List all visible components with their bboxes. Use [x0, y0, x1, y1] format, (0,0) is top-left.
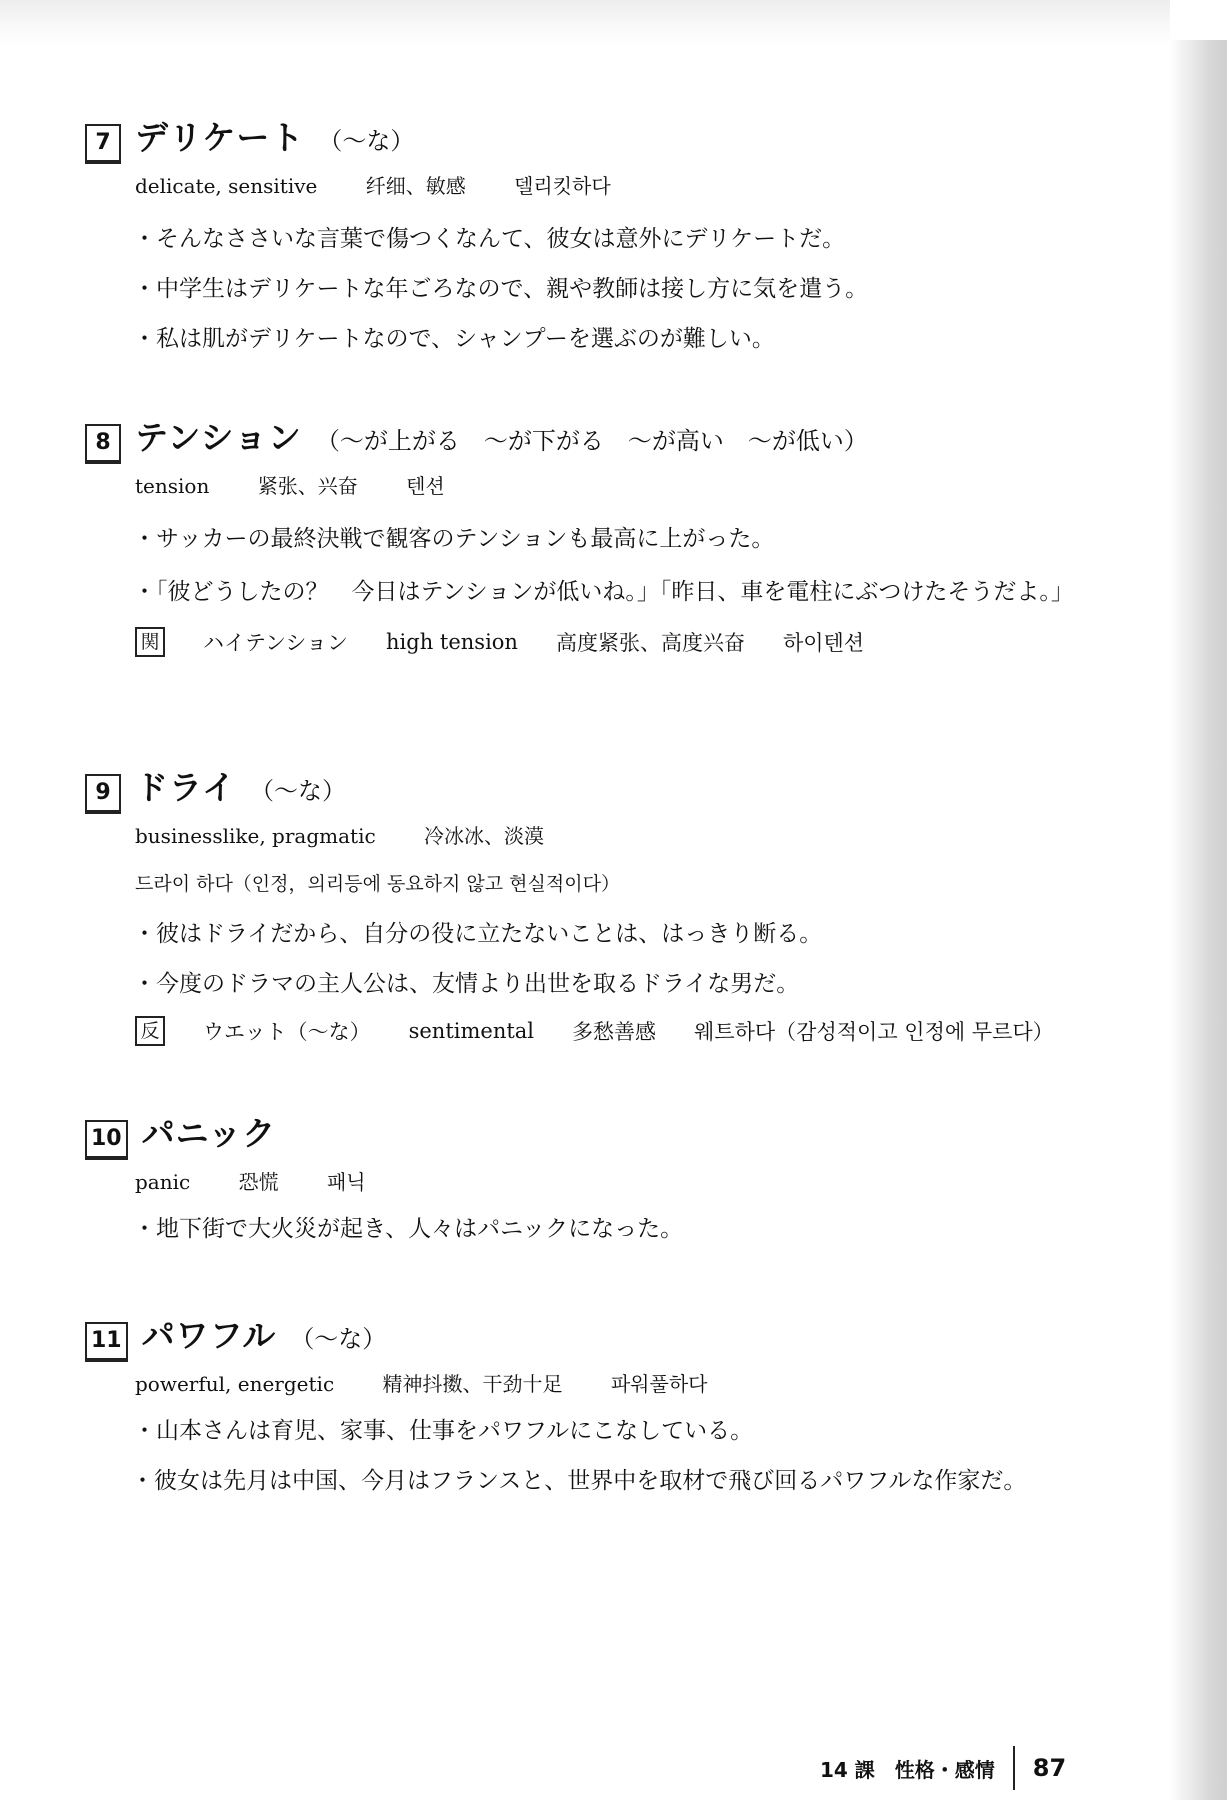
entry-number: 9 [85, 774, 121, 814]
entry-number: 11 [85, 1322, 128, 1362]
example-sentence: ・彼はドライだから、自分の役に立たないことは、はっきり断る。 [133, 921, 823, 947]
related-word [135, 1016, 1105, 1046]
entry-pattern: （～な） [290, 1325, 387, 1353]
related-en: sentimental [408, 1019, 535, 1043]
entry-heading [85, 412, 1105, 458]
entry-word: パワフル [141, 1316, 277, 1355]
chapter-label: 14 課 性格・感情 [820, 1757, 995, 1782]
translation-ko: 델리킷하다 [514, 174, 611, 198]
translation-en: panic [135, 1170, 191, 1194]
translations [135, 1368, 1105, 1397]
related-word [135, 627, 1105, 657]
translations [135, 1166, 1105, 1195]
page-edge-right [1169, 40, 1227, 1800]
translation-en: powerful, energetic [135, 1372, 335, 1396]
related-term: ウエット（～な） [203, 1020, 371, 1044]
example-sentence: ・山本さんは育児、家事、仕事をパワフルにこなしている。 [133, 1418, 754, 1444]
translations [135, 820, 1105, 849]
related-en: high tension [386, 630, 518, 654]
entry-pattern: （～な） [250, 777, 347, 805]
related-ko: 웨트하다（감성적이고 인정에 무르다） [694, 1020, 1054, 1044]
page-edge-top [0, 0, 1170, 46]
translation-zh: 纤细、敏感 [365, 174, 466, 198]
translation-zh: 恐慌 [238, 1170, 279, 1194]
entry-word: デリケート [135, 118, 305, 157]
translation-ko: 패닉 [326, 1170, 366, 1194]
related-term: ハイテンション [203, 631, 349, 655]
translation-en: businesslike, pragmatic [135, 824, 376, 848]
translation-ko: 드라이 하다（인정，의리등에 동요하지 않고 현실적이다） [135, 873, 620, 895]
entry-heading [85, 762, 1105, 808]
example-sentence: ・彼女は先月は中国、今月はフランスと、世界中を取材で飛び回るパワフルな作家だ。 [131, 1468, 1027, 1494]
related-ko: 하이텐션 [782, 631, 865, 655]
entry-8 [85, 412, 1105, 657]
translation-ko: 텐션 [406, 474, 445, 498]
entry-heading [85, 112, 1105, 158]
entry-word: パニック [141, 1114, 277, 1153]
entry-pattern: （～が上がる ～が下がる ～が高い ～が低い） [315, 427, 868, 455]
entry-7 [85, 112, 1105, 361]
footer-divider [1013, 1746, 1015, 1790]
entry-10 [85, 1108, 1105, 1251]
translation-zh: 精神抖擞、干劲十足 [382, 1372, 563, 1396]
translation-zh: 冷冰冰、淡漠 [424, 824, 545, 848]
page-number: 87 [1032, 1754, 1067, 1782]
example-sentence: ・地下街で大火災が起き、人々はパニックになった。 [133, 1216, 684, 1242]
example-sentence: ・中学生はデリケートな年ごろなので、親や教師は接し方に気を遣う。 [133, 276, 869, 302]
translations [135, 170, 1105, 199]
entry-pattern: （～な） [318, 127, 415, 155]
example-sentence: ・そんなささいな言葉で傷つくなんて、彼女は意外にデリケートだ。 [133, 226, 846, 252]
translation-ko: 파워풀하다 [610, 1372, 708, 1396]
entry-word: テンション [135, 418, 302, 457]
entry-number: 10 [85, 1120, 128, 1160]
translation-zh: 紧张、兴奋 [257, 474, 358, 498]
example-sentence: ・今度のドラマの主人公は、友情より出世を取るドライな男だ。 [133, 971, 800, 997]
page-footer [820, 1746, 1066, 1790]
translation-en: tension [135, 474, 210, 498]
translations [135, 470, 1105, 499]
example-sentence: ・私は肌がデリケートなので、シャンプーを選ぶのが難しい。 [133, 326, 775, 352]
example-sentence: ・サッカーの最終決戦で観客のテンションも最高に上がった。 [133, 526, 775, 552]
example-sentence: ・「彼どうしたの？ 今日はテンションが低いね。」「昨日、車を電柱にぶつけたそうだよ。」 [133, 579, 1074, 605]
related-zh: 高度紧张、高度兴奋 [555, 631, 745, 655]
related-tag: 関 [135, 627, 165, 657]
entry-heading [85, 1310, 1105, 1356]
related-zh: 多愁善感 [572, 1020, 657, 1044]
entry-heading [85, 1108, 1105, 1154]
entry-number: 8 [85, 424, 121, 464]
entry-9 [85, 762, 1105, 1046]
translation-en: delicate, sensitive [135, 174, 318, 198]
entry-number: 7 [85, 124, 121, 164]
related-tag: 反 [135, 1016, 165, 1046]
entry-word: ドライ [135, 768, 237, 807]
entry-11 [85, 1310, 1105, 1503]
